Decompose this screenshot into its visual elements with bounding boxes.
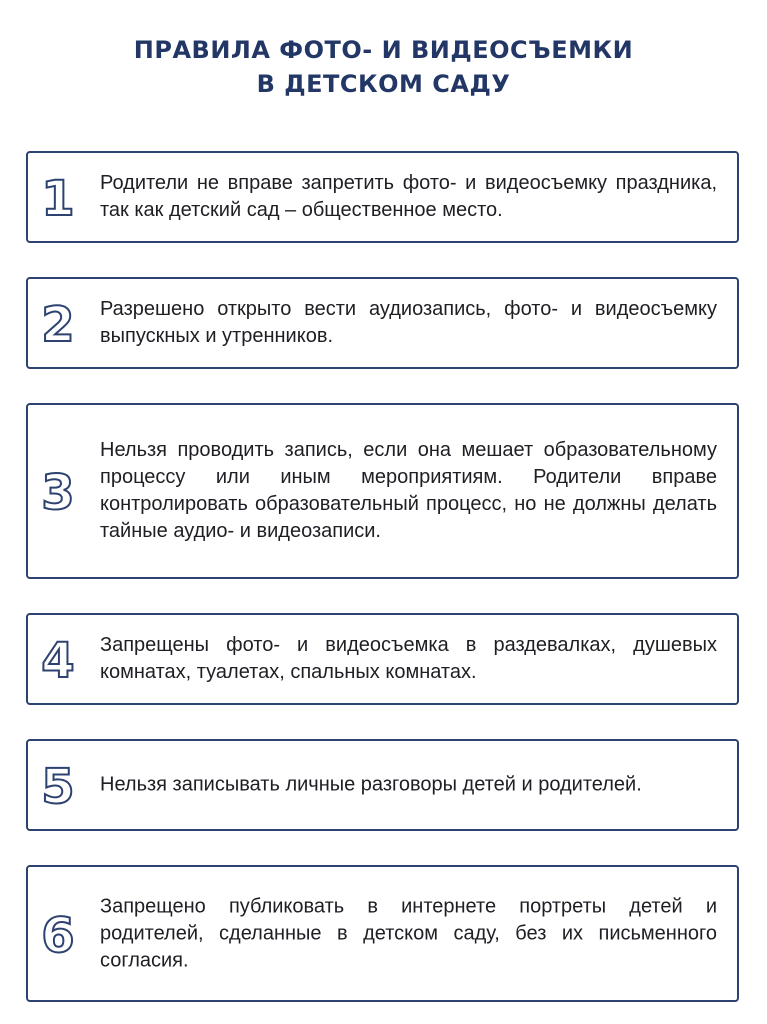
page-title-line-2: В ДЕТСКОМ САДУ (256, 70, 511, 98)
rule-text-2: Разрешено открыто вести аудиозапись, фото- и видеосъемку выпускных и утренников. (100, 298, 717, 347)
rule-number-1 (38, 173, 78, 221)
rule-text-1: Родители не вправе запретить фото- и видеосъемку праздника, так как детский сад – общественное место. (100, 172, 717, 221)
rule-card-5 (26, 739, 739, 831)
rule-number-4 (38, 635, 78, 683)
rule-card-1 (26, 151, 739, 243)
rule-text-5: Нельзя записывать личные разговоры детей и родителей. (100, 773, 642, 796)
svg-text:4: 4 (41, 635, 75, 683)
page-title-line-1: ПРАВИЛА ФОТО- И ВИДЕОСЪЕМКИ (133, 36, 634, 64)
svg-text:1: 1 (41, 173, 75, 221)
rule-number-2 (38, 299, 78, 347)
rule-text-3: Нельзя проводить запись, если она мешает образовательному процессу или иным мероприятиям. Родители вправе контролировать образовательный процесс, но не должны делать тайные аудио- и видеозаписи. (100, 439, 717, 542)
rule-number-6 (38, 910, 78, 958)
rule-number-3 (38, 467, 78, 515)
rule-card-3 (26, 403, 739, 579)
rule-card-6 (26, 865, 739, 1002)
page-title (0, 33, 767, 101)
rule-number-5 (38, 761, 78, 809)
rule-text-6: Запрещено публиковать в интернете портреты детей и родителей, сделанные в детском саду, без их письменного согласия. (100, 895, 717, 971)
rule-card-2 (26, 277, 739, 369)
svg-text:3: 3 (41, 467, 75, 515)
svg-text:6: 6 (41, 909, 75, 958)
rule-text-4: Запрещены фото- и видеосъемка в раздевалках, душевых комнатах, туалетах, спальных комнатах. (100, 634, 717, 683)
svg-text:5: 5 (41, 761, 75, 809)
rule-card-4 (26, 613, 739, 705)
svg-text:2: 2 (41, 299, 75, 347)
